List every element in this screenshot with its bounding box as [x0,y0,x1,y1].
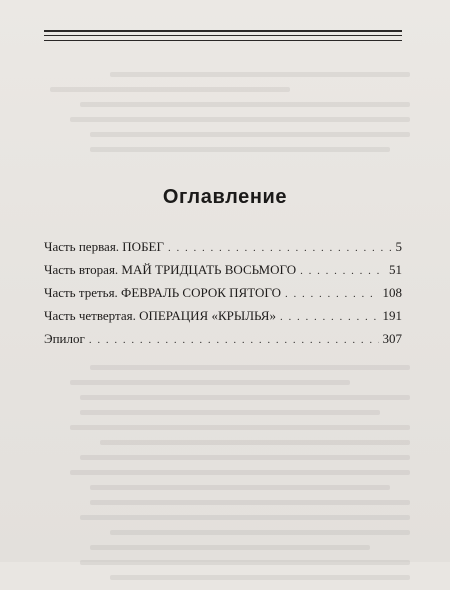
toc-entry [44,327,402,350]
header-rule [44,30,402,32]
header-rule [44,40,402,41]
toc-entry-page: 51 [389,262,402,277]
header-rules [44,30,402,45]
toc-entry [44,258,402,281]
table-of-contents [44,235,402,350]
toc-entry-label: Часть третья. ФЕВРАЛЬ СОРОК ПЯТОГО [44,285,281,300]
toc-entry [44,235,402,258]
toc-entry-label: Часть вторая. МАЙ ТРИДЦАТЬ ВОСЬМОГО [44,262,297,277]
bleed-through-top [0,72,450,162]
header-rule [44,35,402,36]
toc-entry-label: Часть первая. ПОБЕГ [44,239,164,254]
toc-entry-page: 108 [382,285,402,300]
dot-leader [280,306,379,329]
toc-entry-label: Часть четвертая. ОПЕРАЦИЯ «КРЫЛЬЯ» [44,308,276,323]
toc-entry-label: Эпилог [44,331,85,346]
toc-entry-page: 307 [382,331,402,346]
dot-leader [89,329,379,352]
dot-leader [285,283,379,306]
toc-entry [44,281,402,304]
toc-entry-page: 5 [395,239,402,254]
bleed-through-bottom [0,365,450,590]
toc-entry-page: 191 [382,308,402,323]
page-title: Оглавление [162,186,288,208]
toc-entry [44,304,402,327]
dot-leader [300,260,385,283]
dot-leader [168,237,392,260]
